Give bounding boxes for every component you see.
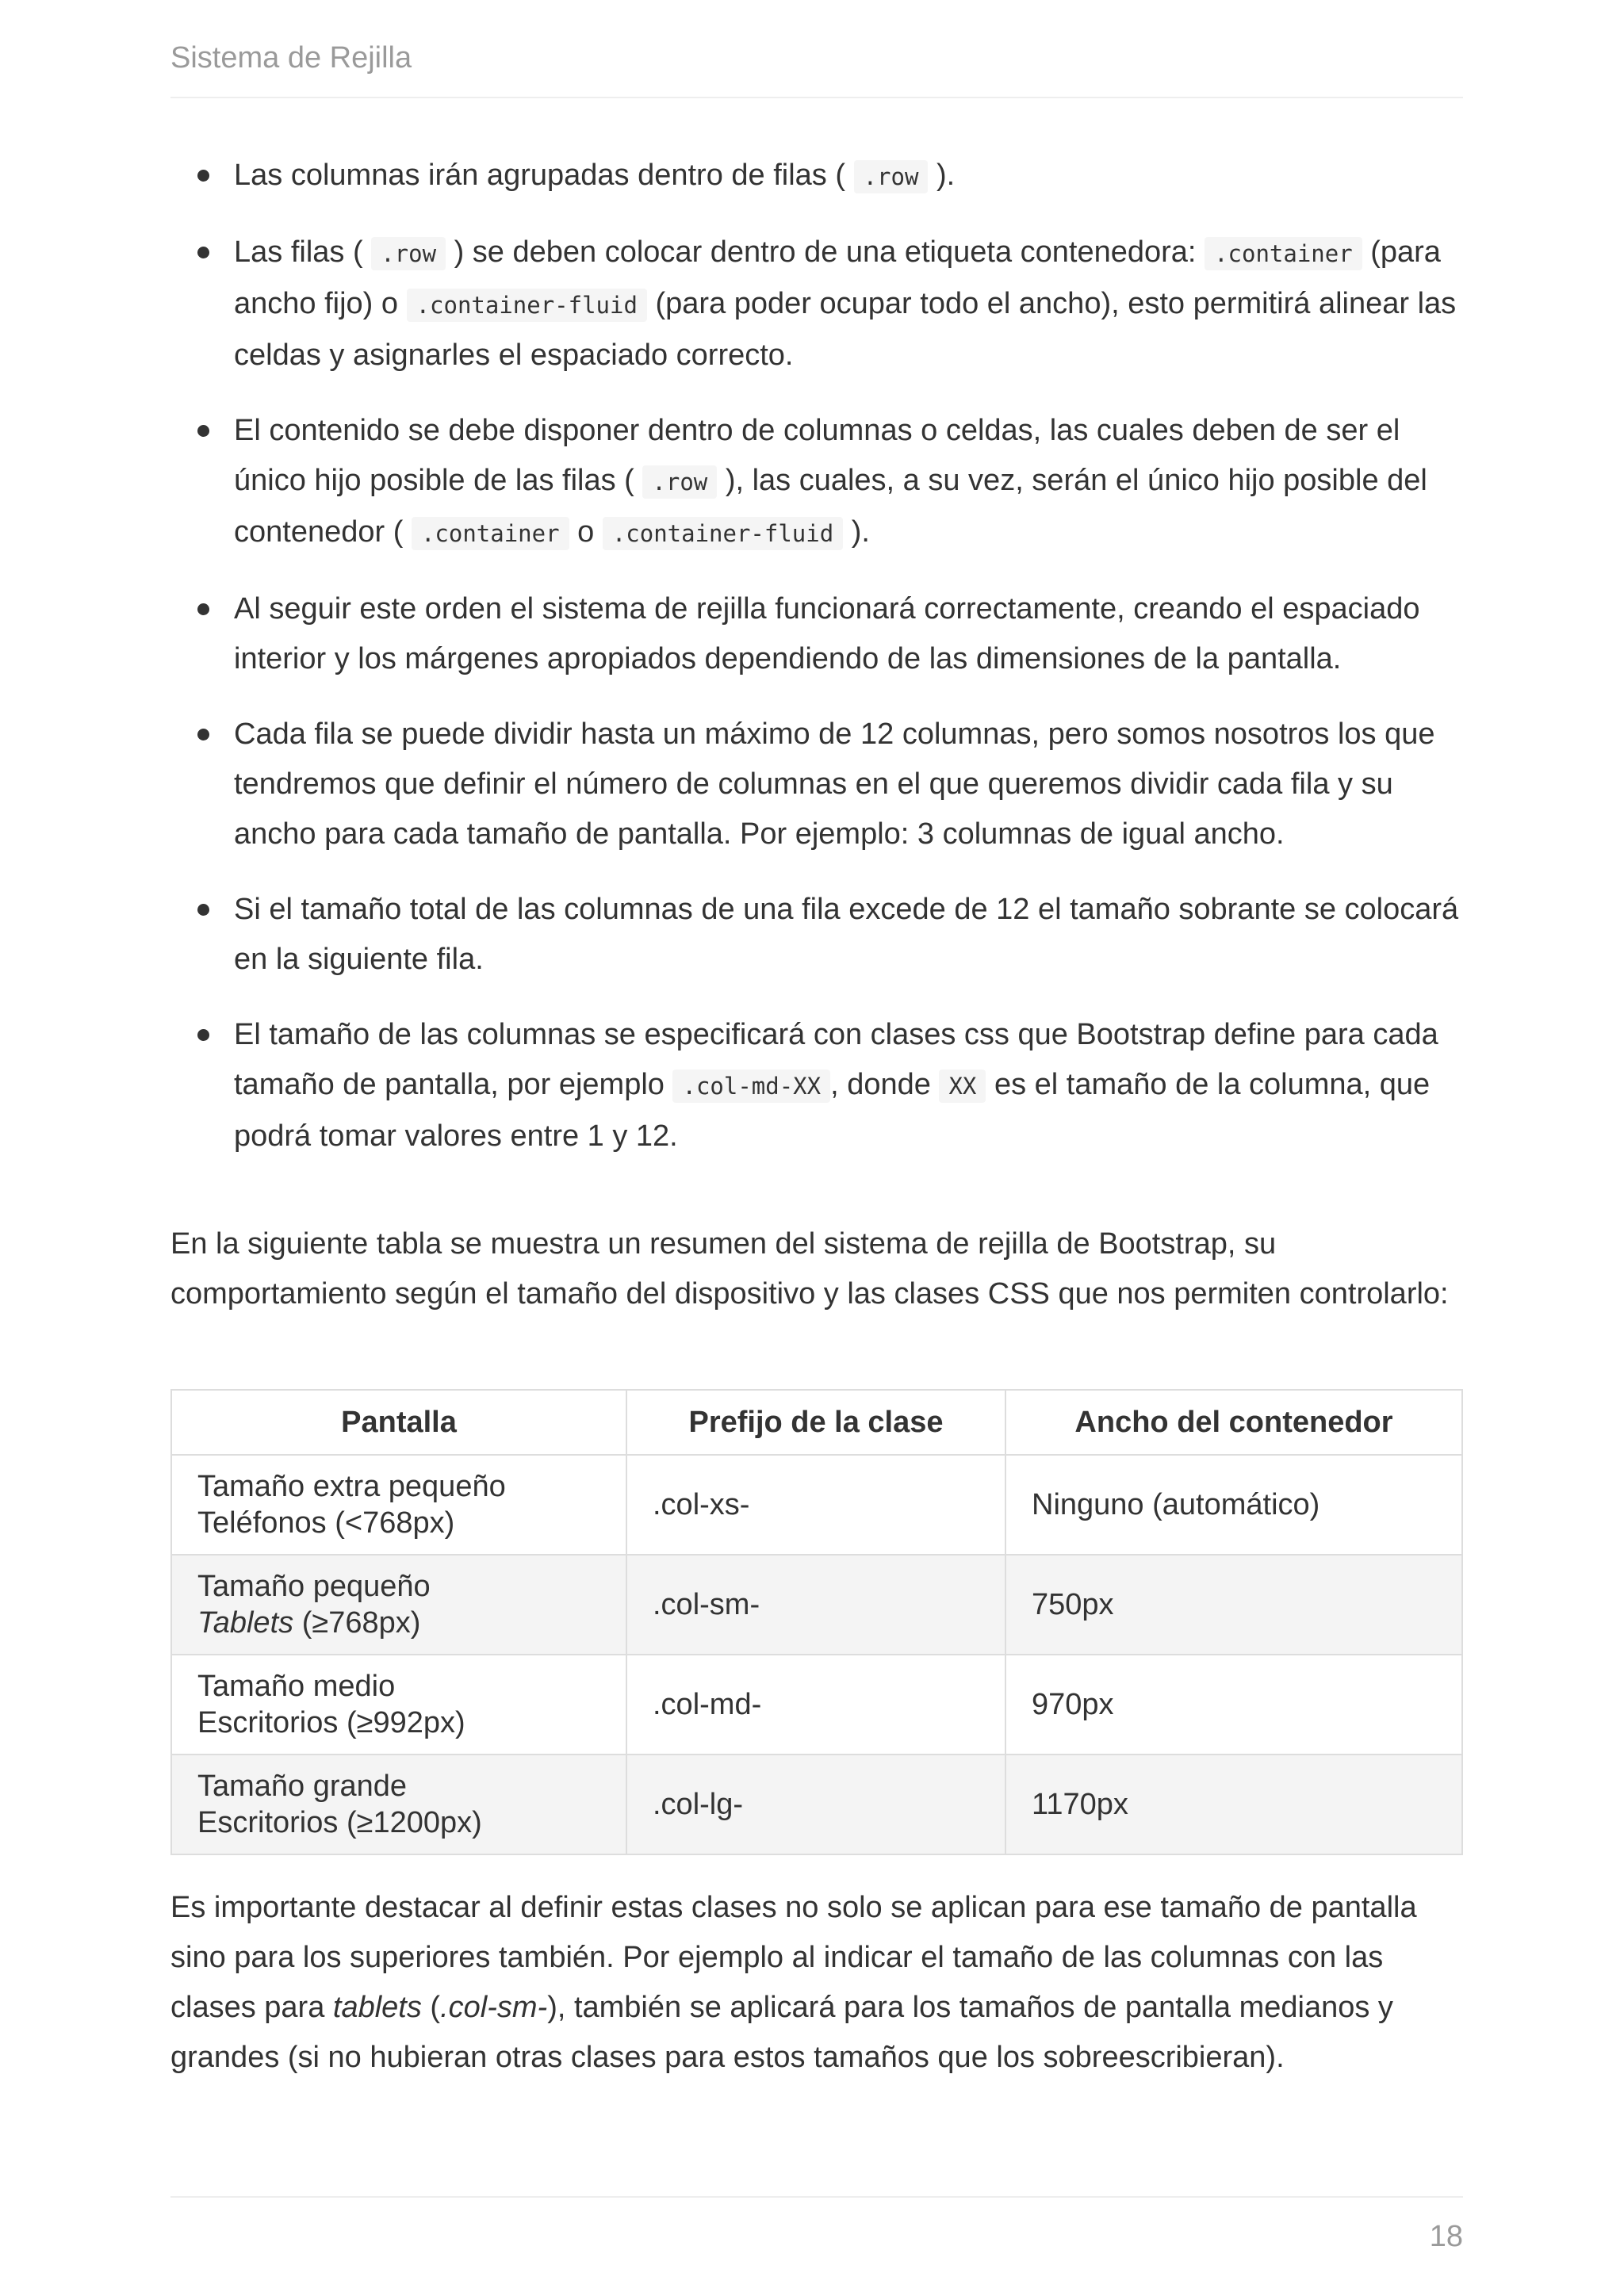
grid-summary-table xyxy=(170,1389,1463,1855)
inline-code: .row xyxy=(854,160,929,193)
size-label: Tamaño medio xyxy=(197,1670,396,1703)
running-header: Sistema de Rejilla xyxy=(170,41,412,75)
inline-code: .col-md-XX xyxy=(672,1070,830,1103)
list-item xyxy=(170,228,1463,381)
list-item xyxy=(170,885,1463,985)
bullet-text: o xyxy=(577,515,595,549)
range-label: (≥768px) xyxy=(301,1606,421,1640)
prefix-cell: .col-sm- xyxy=(626,1555,1005,1655)
bullet-text: El tamaño de las columnas se especificará con clases css que Bootstrap define para cada tamaño de pantalla, por ejemplo xyxy=(234,1018,1438,1101)
prefix-cell: .col-lg- xyxy=(626,1755,1005,1854)
width-cell: 750px xyxy=(1005,1555,1462,1655)
header-divider xyxy=(170,97,1463,98)
list-item xyxy=(170,710,1463,859)
range-label: (≥992px) xyxy=(346,1706,465,1739)
inline-code: .row xyxy=(642,465,717,499)
list-item xyxy=(170,406,1463,559)
range-label: (≥1200px) xyxy=(346,1806,482,1839)
width-cell: 1170px xyxy=(1005,1755,1462,1854)
bullet-text: El contenido se debe disponer dentro de columnas o celdas, las cuales deben de ser el único hijo posible de las filas ( xyxy=(234,414,1400,497)
bullet-list xyxy=(170,151,1463,1187)
table-row xyxy=(171,1655,1462,1755)
bullet-text: Las columnas irán agrupadas dentro de filas ( xyxy=(234,159,846,192)
screen-cell xyxy=(171,1555,626,1655)
bullet-text: ). xyxy=(936,159,956,192)
paragraph-text: Es importante destacar al definir estas clases no solo se aplican para ese tamaño de pantalla sino para los superiores también. Por ejemplo al indicar el tamaño de las columnas con las clases para xyxy=(170,1891,1417,2024)
bullet-text: (para poder ocupar todo el ancho), esto permitirá alinear las celdas y asignarles el espaciado correcto. xyxy=(234,287,1457,372)
bullet-text: Cada fila se puede dividir hasta un máximo de 12 columnas, pero somos nosotros los que tendremos que definir el número de columnas en el que queremos dividir cada fila y su ancho para cada tamaño de pantalla. Por ejemplo: 3 columnas de igual ancho. xyxy=(234,718,1435,851)
inline-code: .container-fluid xyxy=(407,289,647,322)
bullet-text: Al seguir este orden el sistema de rejilla funcionará correctamente, creando el espaciado interior y los márgenes apropiados dependiendo de las dimensiones de la pantalla. xyxy=(234,592,1420,675)
size-label: Tamaño extra pequeño xyxy=(197,1470,506,1503)
prefix-cell: .col-md- xyxy=(626,1655,1005,1755)
device-label: Escritorios xyxy=(197,1806,339,1839)
bullet-text: es el tamaño de la columna, que podrá tomar valores entre 1 y 12. xyxy=(234,1068,1431,1153)
list-item xyxy=(170,584,1463,684)
intro-paragraph: En la siguiente tabla se muestra un resumen del sistema de rejilla de Bootstrap, su comportamiento según el tamaño del dispositivo y las clases CSS que nos permiten controlarlo: xyxy=(170,1227,1449,1311)
document-page xyxy=(170,0,1463,2296)
table-header-row xyxy=(171,1390,1462,1455)
table-row xyxy=(171,1755,1462,1854)
width-cell: Ninguno (automático) xyxy=(1005,1455,1462,1555)
footer-divider xyxy=(170,2196,1463,2198)
range-label: (<768px) xyxy=(335,1506,455,1540)
inline-code: .container xyxy=(412,517,569,550)
bullet-text: Las filas ( xyxy=(234,235,363,269)
header-pantalla: Pantalla xyxy=(171,1390,626,1455)
header-ancho: Ancho del contenedor xyxy=(1005,1390,1462,1455)
bullet-text: , donde xyxy=(830,1068,931,1101)
width-cell: 970px xyxy=(1005,1655,1462,1755)
size-label: Tamaño pequeño xyxy=(197,1570,431,1603)
page-number: 18 xyxy=(1429,2220,1463,2253)
emphasis-text: .col-sm- xyxy=(440,1991,548,2024)
paragraph-text: ( xyxy=(430,1991,441,2024)
table-row xyxy=(171,1555,1462,1655)
bullet-text: Si el tamaño total de las columnas de una fila excede de 12 el tamaño sobrante se colocará en la siguiente fila. xyxy=(234,893,1459,976)
screen-cell xyxy=(171,1655,626,1755)
size-label: Tamaño grande xyxy=(197,1770,408,1803)
table-row xyxy=(171,1455,1462,1555)
screen-cell xyxy=(171,1755,626,1854)
bullet-text: ), las cuales, a su vez, serán el único hijo posible del contenedor ( xyxy=(234,464,1427,549)
bullet-text: ). xyxy=(851,515,870,549)
screen-cell xyxy=(171,1455,626,1555)
list-item xyxy=(170,151,1463,202)
bullet-text: (para ancho fijo) o xyxy=(234,235,1441,320)
emphasis-text: tablets xyxy=(332,1991,422,2024)
closing-paragraph xyxy=(170,1883,1463,2083)
paragraph-text: ), también se aplicará para los tamaños de pantalla medianos y grandes (si no hubieran otras clases para estos tamaños que los sobreescribieran). xyxy=(170,1991,1393,2074)
header-prefijo: Prefijo de la clase xyxy=(626,1390,1005,1455)
inline-code: .container xyxy=(1205,237,1362,270)
inline-code: .container-fluid xyxy=(603,517,843,550)
list-item xyxy=(170,1010,1463,1161)
device-label: Escritorios xyxy=(197,1706,339,1739)
device-label: Tablets xyxy=(197,1606,294,1640)
inline-code: .row xyxy=(371,237,446,270)
prefix-cell: .col-xs- xyxy=(626,1455,1005,1555)
inline-code: XX xyxy=(939,1070,986,1103)
bullet-text: ) se deben colocar dentro de una etiqueta contenedora: xyxy=(454,235,1197,269)
device-label: Teléfonos xyxy=(197,1506,327,1540)
